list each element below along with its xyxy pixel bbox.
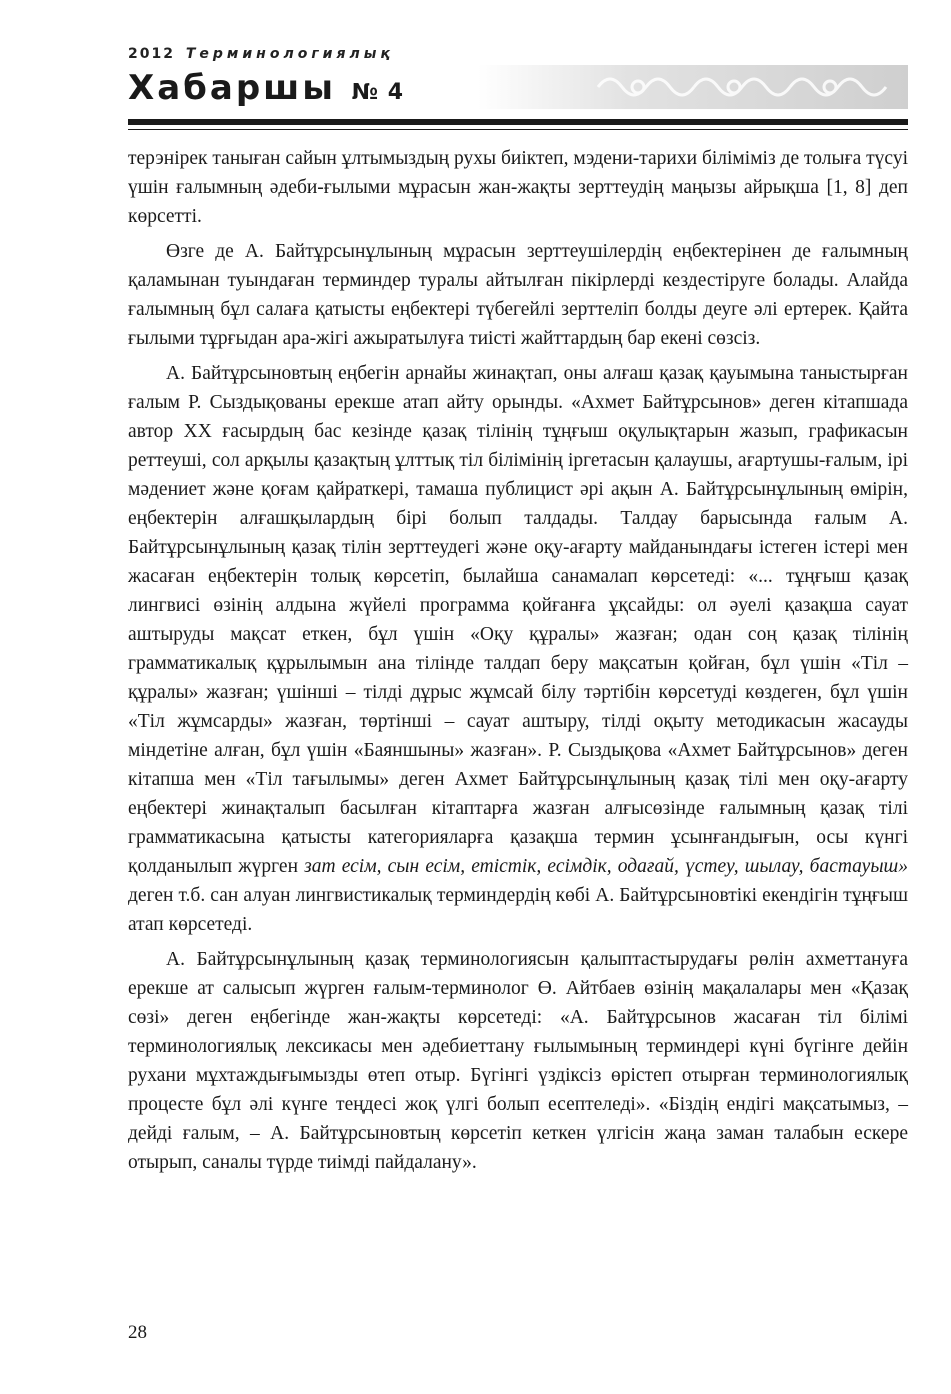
paragraph-3-italic-terms: зат есім, сын есім, етістік, есімдік, одағай, үстеу, шылау, бастауыш» [304, 856, 908, 877]
journal-series: Терминологиялық [185, 46, 394, 62]
paragraph-4: А. Байтұрсынұлының қазақ терминологиясын қалыптастырудағы рөлін ахметтануға ерекше ат салысып жүрген ғалым-терминолог Ө. Айтбаев өзінің мақалалары мен «Қазақ сөзі» деген еңбегінде жан-жақты көрсетеді: «А. Байтұрсынов жасаған тіл білімі терминологиялық лексикасы мен әдебиеттану ғылымының терминдері күні бүгінге дейін рухани мұхтаждығымызды өтеп отыр. Бүгінгі үздіксіз өрістеп отырған терминологиялық процесте бұл әлі күнге теңдесі жоқ үлгі болып есептеледі». «Біздің ендігі мақсатымыз, – дейді ғалым, – А. Байтұрсыновтың көрсетіп кеткен үлгісін жаңа заман талабын ескере отырып, саналы түрде тиімді пайдалану». [128, 949, 908, 1173]
journal-series-line [128, 46, 394, 62]
paragraph-3 [128, 359, 908, 939]
header-rule-thick [128, 119, 908, 125]
paragraph-3-tail: деген т.б. сан алуан лингвистикалық терминдердің көбі А. Байтұрсыновтікі екендігін тұңғыш атап көрсетеді. [128, 885, 908, 935]
article-body [128, 144, 908, 1177]
ornament-pattern-icon [478, 65, 908, 109]
journal-name: Хабаршы [128, 68, 337, 108]
page-number: 28 [128, 1322, 147, 1343]
page-header [128, 40, 908, 130]
paragraph-3-text: А. Байтұрсыновтың еңбегін арнайы жинақтап, оны алғаш қазақ қауымына таныстырған ғалым Р. Сыздықованы ерекше атап айту орынды. «Ахмет Байтұрсынов» деген кітапшада автор XX ғасырдың бас кезінде қазақ тілінің тұңғыш оқулықтарын жазып, графикасын реттеуші, сол арқылы қазақтың ұлттық тіл білімінің іргетасын қалаушы, ағартушы-ғалым, ірі мәдениет және қоғам қайраткері, тамаша публицист әрі ақын А. Байтұрсынұлының өмірін, еңбектерін алғашқылардың бірі болып талдады. Талдау барысында ғалым А. Байтұрсынұлының қазақ тілін зерттеудегі және оқу-ағарту майданындағы істеген істері мен жасаған еңбектерін толық көрсетіп, былайша санамалап көрсетеді: «... тұңғыш қазақ лингвисі өзінің алдына жүйелі программа қойғанға ұқсайды: ол әуелі қазақша сауат аштыруды мақсат еткен, бұл үшін «Оқу құралы» жазған; одан соң қазақ тілінің грамматикалық құрылымын ана тілінде талдап беру мақсатын қойған, бұл үшін «Тіл – құралы» жазған; үшінші – тілді дұрыс жұмсай білу тәртібін көрсетуді көздеген, бұл үшін «Тіл жұмсарды» жазған, төртінші – сауат аштыру, тілді оқыту методикасын жасауды міндетіне алған, бұл үшін «Баяншыны» жазған». Р. Сыздықова «Ахмет Байтұрсынов» деген кітапша мен «Тіл тағылымы» деген Ахмет Байтұрсынұлының қазақ тілі мен оқу-ағарту еңбектері жинақталып басылған кітаптарға жазған алғысөзінде ғалымның қазақ тілі грамматикасына қатысты категорияларға қазақша термин ұсынғандығын, осы күнгі қолданылып жүрген [128, 363, 908, 877]
header-ornament [478, 65, 908, 109]
journal-year: 2012 [128, 46, 175, 62]
header-rule-thin [128, 129, 908, 130]
journal-issue: № 4 [351, 80, 405, 105]
paragraph-2: Өзге де А. Байтұрсынұлының мұрасын зерттеушілердің еңбектерінен де ғалымның қаламынан туындаған терминдер туралы айтылған пікірлерді кездестіруге болады. Алайда ғалымның бұл салаға қатысты еңбектері түбегейлі зерттеліп болды деуге әлі ертерек. Қайта ғылыми тұрғыдан ара-жігі ажыратылуға тиісті жайттардың бар екені сөзсіз. [128, 241, 908, 349]
paragraph-1: терэнірек таныған сайын ұлтымыздың рухы биіктеп, мэдени-тарихи біліміміз де толыға түсуі үшін ғалымның әдеби-ғылыми мұрасын жан-жақты зерттеудің маңызы айрықша [1, 8] деп көрсетті. [128, 148, 908, 227]
journal-title [128, 68, 404, 108]
